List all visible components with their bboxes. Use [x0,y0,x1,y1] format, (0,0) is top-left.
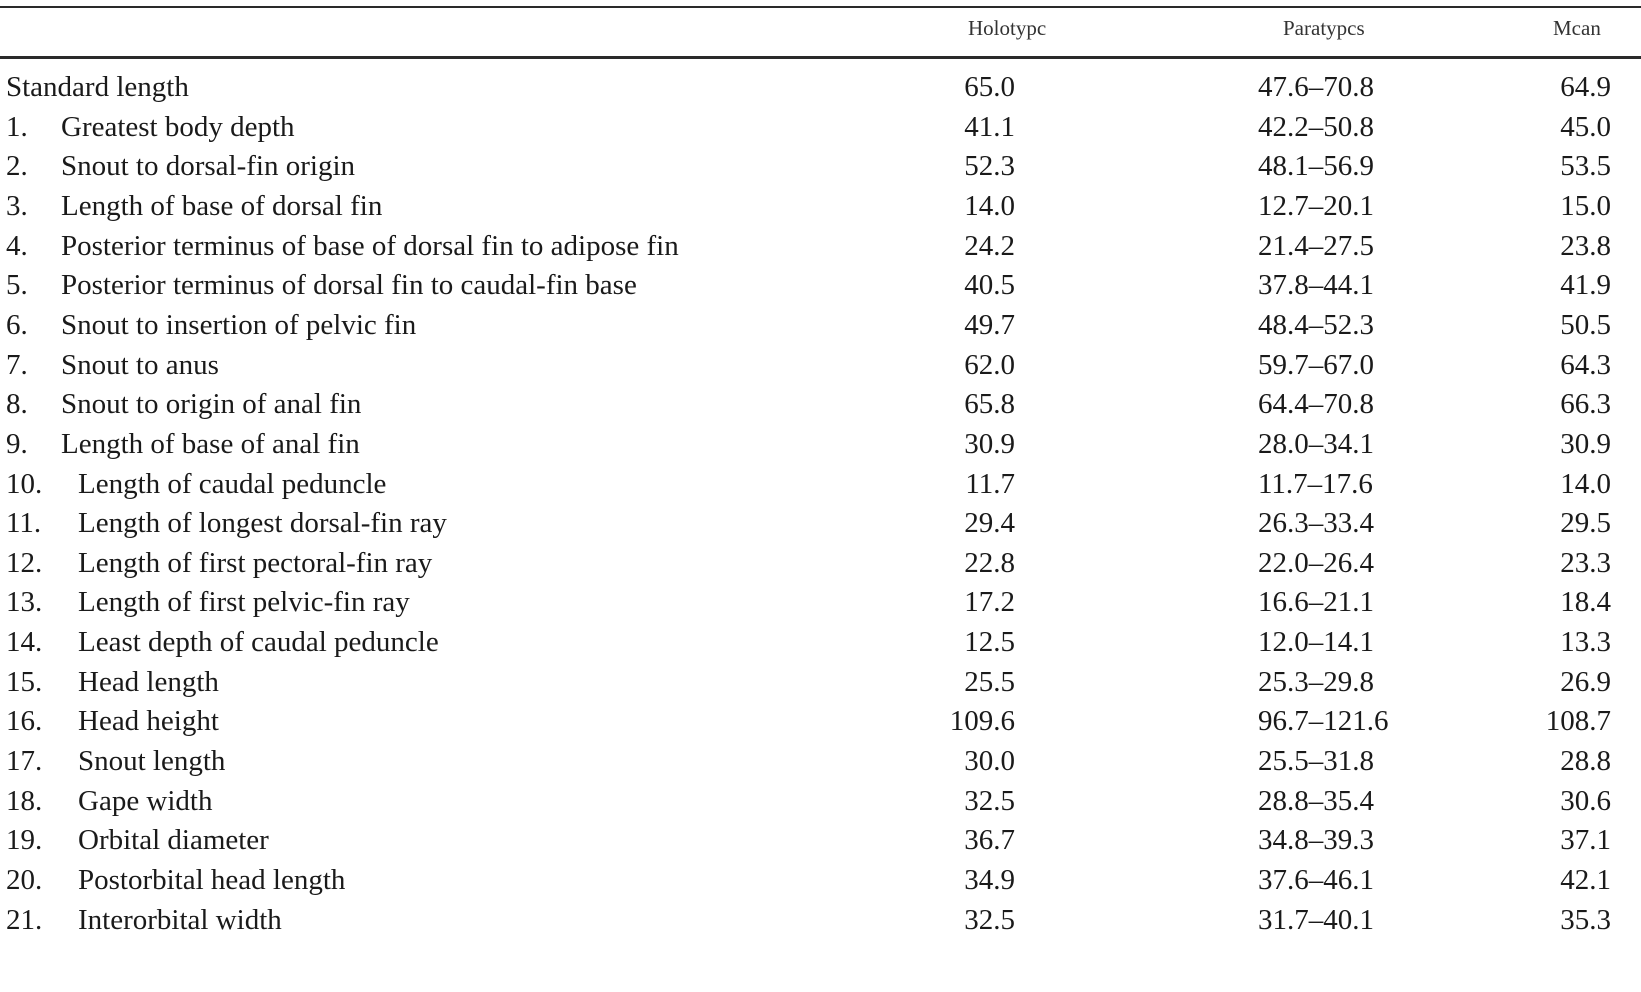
mean-value: 26.9 [1560,665,1611,698]
row-number: 7. [6,348,28,381]
row-number: 5. [6,269,28,302]
table-row [0,147,1641,187]
header-bottom-rule [0,56,1641,59]
mean-value: 41.9 [1560,269,1611,302]
row-number: 8. [6,388,28,421]
mean-value: 53.5 [1560,150,1611,183]
holotype-value: 29.4 [964,507,1015,540]
paratypes-range: 16.6–21.1 [1258,586,1374,619]
mean-value: 13.3 [1560,626,1611,659]
row-number: 6. [6,308,28,341]
holotype-value: 17.2 [964,586,1015,619]
row-number: 20. [6,864,43,896]
holotype-value: 109.6 [949,705,1015,738]
table-row [0,663,1641,703]
row-label: Standard length [6,71,189,103]
holotype-value: 52.3 [964,150,1015,183]
paratypes-range: 34.8–39.3 [1258,824,1374,857]
header-paratypes: Paratypcs [1283,16,1365,40]
row-label: Length of base of dorsal fin [61,189,383,222]
holotype-value: 40.5 [964,269,1015,302]
row-label: Gape width [78,784,213,817]
row-label: Head length [78,665,219,698]
row-number: 3. [6,189,28,222]
row-number: 4. [6,229,28,262]
mean-value: 14.0 [1560,467,1611,500]
holotype-value: 65.8 [964,388,1015,421]
row-label: Orbital diameter [78,824,269,857]
row-label: Length of longest dorsal-fin ray [78,507,447,540]
paratypes-range: 42.2–50.8 [1258,110,1374,143]
table-row [0,583,1641,623]
row-number: 19. [6,824,43,857]
table-row [0,385,1641,425]
row-label: Posterior terminus of base of dorsal fin to adipose fin [61,229,679,262]
table-row [0,346,1641,386]
holotype-value: 14.0 [964,189,1015,222]
row-number: 17. [6,745,43,778]
table-row [0,108,1641,148]
holotype-value: 62.0 [964,348,1015,381]
paratypes-range: 47.6–70.8 [1258,71,1374,103]
row-number: 11. [6,507,42,540]
table-row [0,187,1641,227]
table-row [0,306,1641,346]
paratypes-range: 37.8–44.1 [1258,269,1374,302]
row-number: 21. [6,903,43,936]
row-label: Snout to anus [61,348,219,381]
mean-value: 29.5 [1560,507,1611,540]
paratypes-range: 48.4–52.3 [1258,308,1374,341]
holotype-value: 32.5 [964,903,1015,936]
mean-value: 37.1 [1560,824,1611,857]
row-number: 14. [6,626,43,659]
paratypes-range: 11.7–17.6 [1258,467,1373,500]
paratypes-range: 22.0–26.4 [1258,546,1374,579]
row-label: Length of base of anal fin [61,427,360,460]
row-label: Greatest body depth [61,110,295,143]
holotype-value: 34.9 [964,864,1015,896]
mean-value: 15.0 [1560,189,1611,222]
row-number: 16. [6,705,43,738]
row-label: Snout to dorsal-fin origin [61,150,356,183]
row-label: Postorbital head length [78,864,346,896]
header-holotype: Holotypc [968,16,1047,40]
row-label: Length of caudal peduncle [78,467,387,500]
holotype-value: 36.7 [964,824,1015,857]
mean-value: 50.5 [1560,308,1611,341]
row-number: 13. [6,586,43,619]
row-label: Length of first pelvic-fin ray [78,586,410,619]
paratypes-range: 12.7–20.1 [1258,189,1374,222]
paratypes-range: 21.4–27.5 [1258,229,1374,262]
mean-value: 42.1 [1560,864,1611,896]
holotype-value: 65.0 [964,71,1015,103]
holotype-value: 30.9 [964,427,1015,460]
mean-value: 45.0 [1560,110,1611,143]
paratypes-range: 28.0–34.1 [1258,427,1374,460]
mean-value: 30.6 [1560,784,1611,817]
row-label: Posterior terminus of dorsal fin to caudal-fin base [61,269,637,302]
header-mean: Mcan [1553,16,1601,40]
row-label: Snout length [78,745,226,778]
holotype-value: 24.2 [964,229,1015,262]
table-row [0,623,1641,663]
mean-value: 28.8 [1560,745,1611,778]
mean-value: 64.9 [1560,71,1611,103]
row-number: 15. [6,665,43,698]
mean-value: 30.9 [1560,427,1611,460]
paratypes-range: 48.1–56.9 [1258,150,1374,183]
row-number: 10. [6,467,43,500]
holotype-value: 11.7 [965,467,1015,500]
table-row [0,702,1641,742]
holotype-value: 12.5 [964,626,1015,659]
table-row [0,821,1641,861]
table-row [0,901,1641,941]
table-row [0,425,1641,465]
table-row [0,266,1641,306]
paratypes-range: 28.8–35.4 [1258,784,1374,817]
mean-value: 108.7 [1545,705,1611,738]
mean-value: 23.8 [1560,229,1611,262]
row-number: 12. [6,546,43,579]
table-row [0,742,1641,782]
holotype-value: 49.7 [964,308,1015,341]
paratypes-range: 31.7–40.1 [1258,903,1374,936]
row-label: Snout to insertion of pelvic fin [61,308,417,341]
row-number: 1. [6,110,28,143]
holotype-value: 25.5 [964,665,1015,698]
holotype-value: 30.0 [964,745,1015,778]
paratypes-range: 59.7–67.0 [1258,348,1374,381]
table-row [0,465,1641,505]
row-number: 2. [6,150,28,183]
holotype-value: 41.1 [964,110,1015,143]
paratypes-range: 96.7–121.6 [1258,705,1389,738]
mean-value: 66.3 [1560,388,1611,421]
mean-value: 23.3 [1560,546,1611,579]
table-row [0,544,1641,584]
table-row [0,782,1641,822]
mean-value: 64.3 [1560,348,1611,381]
row-label: Head height [78,705,219,738]
row-label: Snout to origin of anal fin [61,388,362,421]
paratypes-range: 25.5–31.8 [1258,745,1374,778]
row-number: 9. [6,427,28,460]
row-label: Interorbital width [78,903,282,936]
row-label: Least depth of caudal peduncle [78,626,439,659]
table-row [0,68,1641,108]
holotype-value: 32.5 [964,784,1015,817]
table-top-rule [0,6,1641,8]
row-label: Length of first pectoral-fin ray [78,546,433,579]
holotype-value: 22.8 [964,546,1015,579]
mean-value: 35.3 [1560,903,1611,936]
mean-value: 18.4 [1560,586,1611,619]
paratypes-range: 12.0–14.1 [1258,626,1374,659]
table-row [0,504,1641,544]
table-row [0,861,1641,901]
paratypes-range: 26.3–33.4 [1258,507,1374,540]
paratypes-range: 64.4–70.8 [1258,388,1374,421]
row-number: 18. [6,784,43,817]
paratypes-range: 37.6–46.1 [1258,864,1374,896]
paratypes-range: 25.3–29.8 [1258,665,1374,698]
table-row [0,227,1641,267]
